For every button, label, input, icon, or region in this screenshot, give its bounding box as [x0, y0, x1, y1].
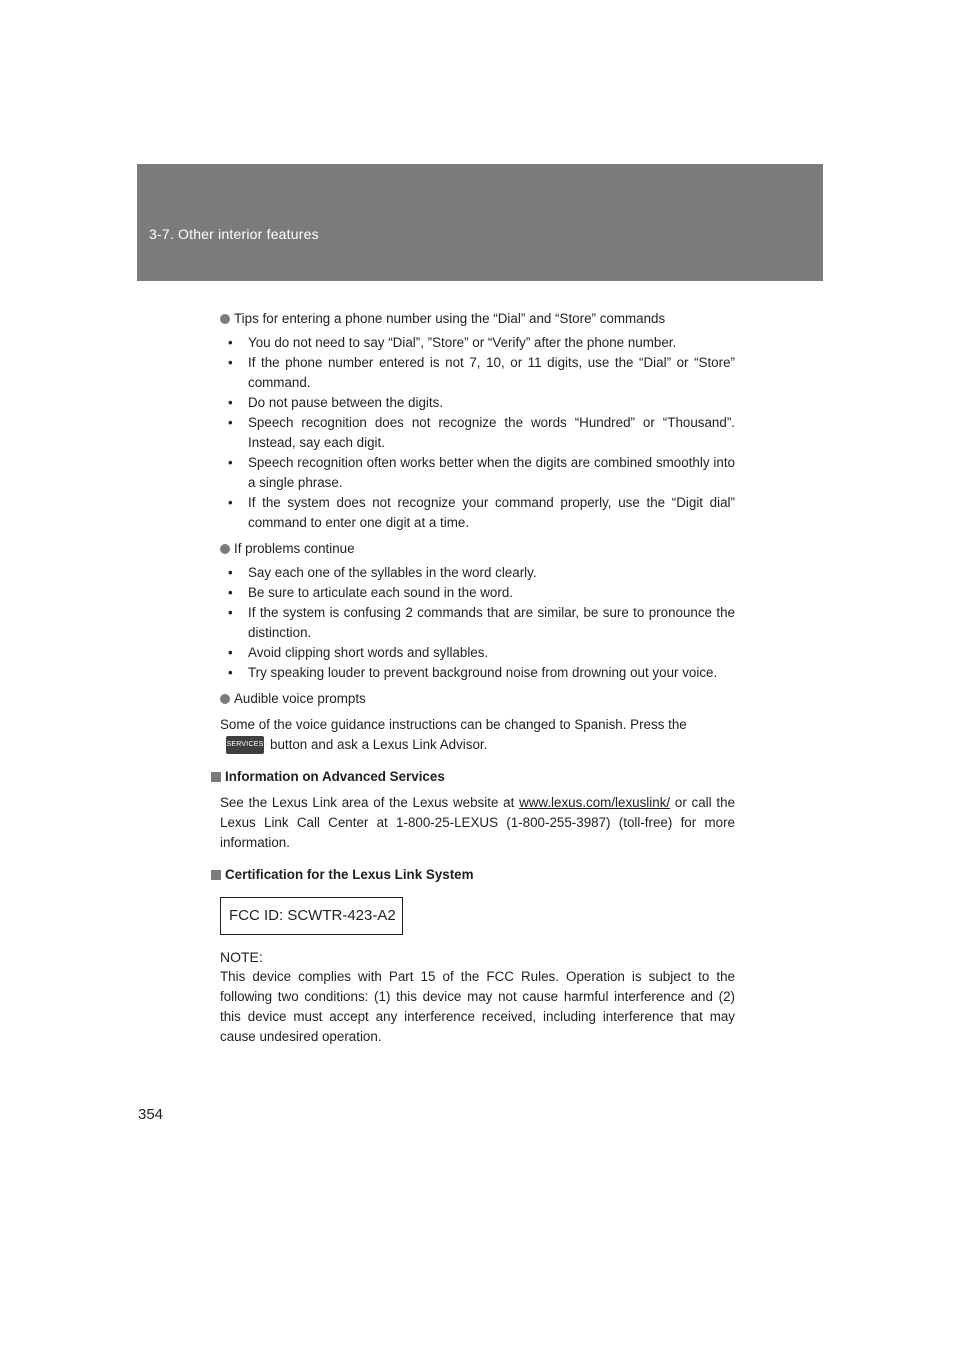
lexus-link-url[interactable]: www.lexus.com/lexuslink/ — [519, 795, 671, 810]
section-title: 3-7. Other interior features — [149, 226, 319, 242]
advanced-text-before: See the Lexus Link area of the Lexus website at — [220, 795, 515, 810]
list-item: • Be sure to articulate each sound in the word. — [248, 583, 735, 603]
advanced-title: Information on Advanced Services — [225, 769, 445, 784]
list-item: • Speech recognition does not recognize the words “Hundred” or “Thousand”. Instead, say each digit. — [248, 413, 735, 453]
list-item: • If the phone number entered is not 7, 10, or 11 digits, use the “Dial” or “Store” command. — [248, 353, 735, 393]
advanced-section — [211, 767, 735, 853]
page-content — [220, 309, 735, 1047]
note-text: This device complies with Part 15 of the FCC Rules. Operation is subject to the following two conditions: (1) this device may not cause harmful interference and (2) this device must accept any interference received, including interference that may cause undesired operation. — [220, 969, 735, 1044]
tips-section — [220, 309, 735, 533]
list-item: • Do not pause between the digits. — [248, 393, 735, 413]
advanced-text — [220, 793, 735, 853]
audible-text-after: button and ask a Lexus Link Advisor. — [270, 737, 488, 752]
audible-title: Audible voice prompts — [234, 691, 366, 706]
cert-title: Certification for the Lexus Link System — [225, 867, 474, 882]
services-button-icon: SERVICES — [226, 736, 264, 754]
list-item: • You do not need to say “Dial”, ”Store” or “Verify” after the phone number. — [248, 333, 735, 353]
bullet-square-icon — [211, 870, 221, 880]
problems-section — [220, 539, 735, 683]
fcc-id-box: FCC ID: SCWTR-423-A2 — [220, 897, 403, 935]
bullet-circle-icon — [220, 694, 230, 704]
list-item: • If the system does not recognize your command properly, use the “Digit dial” command to enter one digit at a time. — [248, 493, 735, 533]
list-item: • If the system is confusing 2 commands that are similar, be sure to pronounce the distinction. — [248, 603, 735, 643]
list-item: • Say each one of the syllables in the word clearly. — [248, 563, 735, 583]
list-item: • Avoid clipping short words and syllables. — [248, 643, 735, 663]
advanced-text-after: or call the Lexus Link Call Center at 1-800-25-LEXUS (1-800-255-3987) (toll-free) for more information. — [220, 795, 735, 850]
tips-title: Tips for entering a phone number using the “Dial” and “Store” commands — [234, 311, 666, 326]
page-number: 354 — [138, 1106, 164, 1123]
tips-list — [220, 333, 735, 533]
audible-section — [220, 689, 735, 755]
bullet-circle-icon — [220, 544, 230, 554]
audible-text-before: Some of the voice guidance instructions can be changed to Spanish. Press the — [220, 717, 687, 732]
bullet-circle-icon — [220, 314, 230, 324]
cert-section — [211, 865, 735, 1047]
list-item: • Try speaking louder to prevent background noise from drowning out your voice. — [248, 663, 735, 683]
note-label: NOTE: — [220, 949, 263, 965]
problems-list — [220, 563, 735, 683]
bullet-square-icon — [211, 772, 221, 782]
list-item: • Speech recognition often works better when the digits are combined smoothly into a single phrase. — [248, 453, 735, 493]
problems-title: If problems continue — [234, 541, 355, 556]
section-header-band — [137, 164, 823, 281]
audible-text — [220, 715, 735, 755]
